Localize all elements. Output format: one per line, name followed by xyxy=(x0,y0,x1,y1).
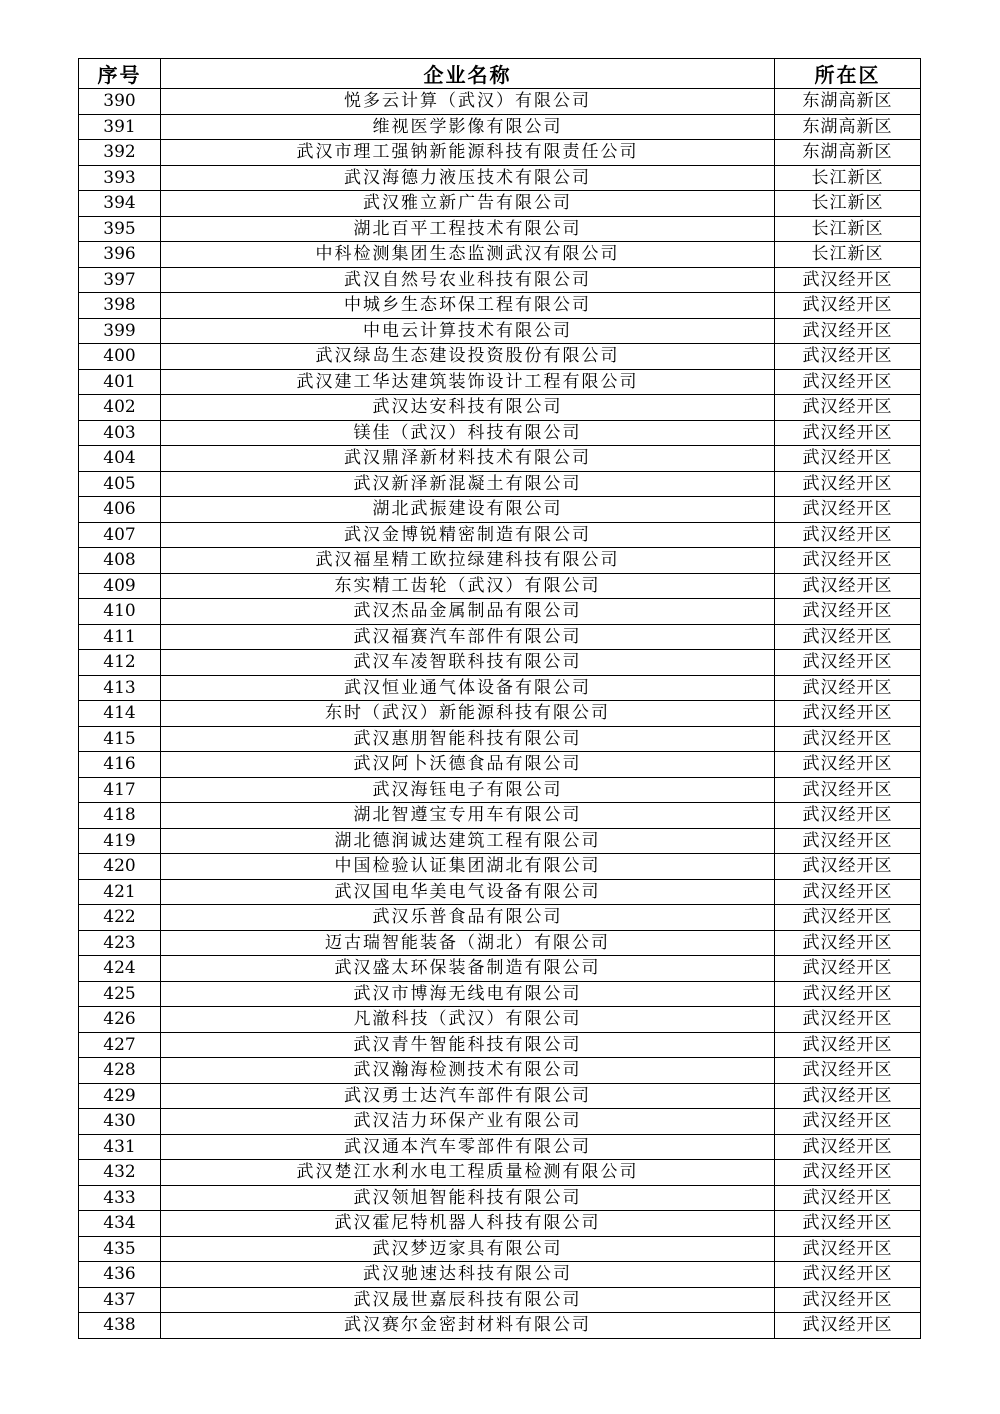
enterprise-name: 武汉达安科技有限公司 xyxy=(161,395,775,421)
row-number: 415 xyxy=(79,726,161,752)
district-name: 武汉经开区 xyxy=(775,395,921,421)
row-number: 408 xyxy=(79,548,161,574)
enterprise-name: 武汉国电华美电气设备有限公司 xyxy=(161,879,775,905)
district-name: 武汉经开区 xyxy=(775,1313,921,1339)
table-row xyxy=(79,1058,921,1084)
row-number: 398 xyxy=(79,293,161,319)
row-number: 422 xyxy=(79,905,161,931)
district-name: 武汉经开区 xyxy=(775,981,921,1007)
enterprise-name: 东实精工齿轮（武汉）有限公司 xyxy=(161,573,775,599)
row-number: 402 xyxy=(79,395,161,421)
enterprise-name: 武汉晟世嘉辰科技有限公司 xyxy=(161,1287,775,1313)
row-number: 425 xyxy=(79,981,161,1007)
enterprise-name: 武汉海德力液压技术有限公司 xyxy=(161,165,775,191)
enterprise-name: 武汉驰速达科技有限公司 xyxy=(161,1262,775,1288)
enterprise-name: 武汉通本汽车零部件有限公司 xyxy=(161,1134,775,1160)
row-number: 395 xyxy=(79,216,161,242)
enterprise-name: 武汉洁力环保产业有限公司 xyxy=(161,1109,775,1135)
row-number: 414 xyxy=(79,701,161,727)
row-number: 405 xyxy=(79,471,161,497)
district-name: 武汉经开区 xyxy=(775,1211,921,1237)
table-row xyxy=(79,344,921,370)
row-number: 394 xyxy=(79,191,161,217)
row-number: 432 xyxy=(79,1160,161,1186)
table-row xyxy=(79,726,921,752)
table-row xyxy=(79,803,921,829)
table-row xyxy=(79,1032,921,1058)
district-name: 武汉经开区 xyxy=(775,624,921,650)
table-row xyxy=(79,497,921,523)
enterprise-name: 东时（武汉）新能源科技有限公司 xyxy=(161,701,775,727)
enterprise-name: 武汉梦迈家具有限公司 xyxy=(161,1236,775,1262)
district-name: 武汉经开区 xyxy=(775,1185,921,1211)
district-name: 武汉经开区 xyxy=(775,1262,921,1288)
enterprise-name: 武汉乐普食品有限公司 xyxy=(161,905,775,931)
row-number: 429 xyxy=(79,1083,161,1109)
enterprise-name: 武汉福星精工欧拉绿建科技有限公司 xyxy=(161,548,775,574)
table-row xyxy=(79,854,921,880)
district-name: 武汉经开区 xyxy=(775,293,921,319)
row-number: 430 xyxy=(79,1109,161,1135)
row-number: 436 xyxy=(79,1262,161,1288)
district-name: 长江新区 xyxy=(775,191,921,217)
row-number: 428 xyxy=(79,1058,161,1084)
row-number: 390 xyxy=(79,89,161,115)
enterprise-name: 中国检验认证集团湖北有限公司 xyxy=(161,854,775,880)
row-number: 416 xyxy=(79,752,161,778)
row-number: 419 xyxy=(79,828,161,854)
district-name: 武汉经开区 xyxy=(775,420,921,446)
table-row xyxy=(79,1134,921,1160)
enterprise-name: 武汉雅立新广告有限公司 xyxy=(161,191,775,217)
district-name: 武汉经开区 xyxy=(775,956,921,982)
district-name: 武汉经开区 xyxy=(775,1236,921,1262)
enterprise-name: 武汉新泽新混凝土有限公司 xyxy=(161,471,775,497)
row-number: 435 xyxy=(79,1236,161,1262)
district-name: 武汉经开区 xyxy=(775,726,921,752)
row-number: 431 xyxy=(79,1134,161,1160)
district-name: 武汉经开区 xyxy=(775,1287,921,1313)
row-number: 420 xyxy=(79,854,161,880)
enterprise-name: 武汉海钰电子有限公司 xyxy=(161,777,775,803)
table-row xyxy=(79,650,921,676)
table-row xyxy=(79,1287,921,1313)
row-number: 437 xyxy=(79,1287,161,1313)
table-row xyxy=(79,318,921,344)
district-name: 武汉经开区 xyxy=(775,599,921,625)
row-number: 406 xyxy=(79,497,161,523)
district-name: 长江新区 xyxy=(775,165,921,191)
table-row xyxy=(79,930,921,956)
table-body xyxy=(79,89,921,1339)
row-number: 412 xyxy=(79,650,161,676)
table-row xyxy=(79,1236,921,1262)
district-name: 东湖高新区 xyxy=(775,140,921,166)
row-number: 413 xyxy=(79,675,161,701)
district-name: 武汉经开区 xyxy=(775,1160,921,1186)
row-number: 426 xyxy=(79,1007,161,1033)
row-number: 407 xyxy=(79,522,161,548)
row-number: 417 xyxy=(79,777,161,803)
district-name: 武汉经开区 xyxy=(775,803,921,829)
enterprise-name: 武汉鼎泽新材料技术有限公司 xyxy=(161,446,775,472)
table-row xyxy=(79,1109,921,1135)
enterprise-name: 悦多云计算（武汉）有限公司 xyxy=(161,89,775,115)
district-name: 武汉经开区 xyxy=(775,1007,921,1033)
table-row xyxy=(79,216,921,242)
enterprise-name: 武汉市理工强钠新能源科技有限责任公司 xyxy=(161,140,775,166)
enterprise-name: 武汉瀚海检测技术有限公司 xyxy=(161,1058,775,1084)
district-name: 武汉经开区 xyxy=(775,471,921,497)
enterprise-name: 湖北百平工程技术有限公司 xyxy=(161,216,775,242)
table-row xyxy=(79,1313,921,1339)
district-name: 武汉经开区 xyxy=(775,777,921,803)
enterprise-name: 武汉赛尔金密封材料有限公司 xyxy=(161,1313,775,1339)
row-number: 423 xyxy=(79,930,161,956)
row-number: 401 xyxy=(79,369,161,395)
table-row xyxy=(79,752,921,778)
district-name: 武汉经开区 xyxy=(775,497,921,523)
table-row xyxy=(79,369,921,395)
table-header xyxy=(79,59,921,89)
district-name: 武汉经开区 xyxy=(775,828,921,854)
table-row xyxy=(79,548,921,574)
table-row xyxy=(79,777,921,803)
district-name: 武汉经开区 xyxy=(775,369,921,395)
row-number: 410 xyxy=(79,599,161,625)
table-row xyxy=(79,701,921,727)
district-name: 武汉经开区 xyxy=(775,701,921,727)
district-name: 武汉经开区 xyxy=(775,1058,921,1084)
table-row xyxy=(79,293,921,319)
enterprise-name: 武汉阿卜沃德食品有限公司 xyxy=(161,752,775,778)
enterprise-name: 湖北德润诚达建筑工程有限公司 xyxy=(161,828,775,854)
table-row xyxy=(79,114,921,140)
district-name: 武汉经开区 xyxy=(775,650,921,676)
table-row xyxy=(79,165,921,191)
district-name: 武汉经开区 xyxy=(775,905,921,931)
table-row xyxy=(79,1160,921,1186)
row-number: 433 xyxy=(79,1185,161,1211)
table-row xyxy=(79,573,921,599)
enterprise-name: 武汉惠朋智能科技有限公司 xyxy=(161,726,775,752)
header-number: 序号 xyxy=(79,59,161,89)
row-number: 411 xyxy=(79,624,161,650)
district-name: 武汉经开区 xyxy=(775,573,921,599)
row-number: 418 xyxy=(79,803,161,829)
enterprise-table xyxy=(78,58,921,1339)
table-row xyxy=(79,89,921,115)
table-row xyxy=(79,1211,921,1237)
row-number: 424 xyxy=(79,956,161,982)
district-name: 武汉经开区 xyxy=(775,879,921,905)
district-name: 武汉经开区 xyxy=(775,1134,921,1160)
table-row xyxy=(79,879,921,905)
enterprise-name: 武汉盛太环保装备制造有限公司 xyxy=(161,956,775,982)
enterprise-name: 凡澈科技（武汉）有限公司 xyxy=(161,1007,775,1033)
enterprise-name: 镁佳（武汉）科技有限公司 xyxy=(161,420,775,446)
enterprise-name: 中电云计算技术有限公司 xyxy=(161,318,775,344)
row-number: 403 xyxy=(79,420,161,446)
enterprise-name: 湖北武振建设有限公司 xyxy=(161,497,775,523)
district-name: 武汉经开区 xyxy=(775,675,921,701)
row-number: 391 xyxy=(79,114,161,140)
table-row xyxy=(79,522,921,548)
row-number: 409 xyxy=(79,573,161,599)
district-name: 武汉经开区 xyxy=(775,548,921,574)
district-name: 武汉经开区 xyxy=(775,752,921,778)
district-name: 武汉经开区 xyxy=(775,1083,921,1109)
enterprise-name: 武汉勇士达汽车部件有限公司 xyxy=(161,1083,775,1109)
enterprise-name: 中城乡生态环保工程有限公司 xyxy=(161,293,775,319)
table-row xyxy=(79,1262,921,1288)
enterprise-name: 中科检测集团生态监测武汉有限公司 xyxy=(161,242,775,268)
table-row xyxy=(79,395,921,421)
enterprise-name: 武汉领旭智能科技有限公司 xyxy=(161,1185,775,1211)
enterprise-name: 武汉霍尼特机器人科技有限公司 xyxy=(161,1211,775,1237)
table-row xyxy=(79,242,921,268)
table-row xyxy=(79,1083,921,1109)
header-enterprise-name: 企业名称 xyxy=(161,59,775,89)
enterprise-name: 武汉杰品金属制品有限公司 xyxy=(161,599,775,625)
district-name: 武汉经开区 xyxy=(775,1032,921,1058)
table-row xyxy=(79,624,921,650)
enterprise-name: 武汉恒业通气体设备有限公司 xyxy=(161,675,775,701)
district-name: 武汉经开区 xyxy=(775,446,921,472)
row-number: 404 xyxy=(79,446,161,472)
table-row xyxy=(79,1185,921,1211)
district-name: 武汉经开区 xyxy=(775,344,921,370)
header-district: 所在区 xyxy=(775,59,921,89)
row-number: 427 xyxy=(79,1032,161,1058)
district-name: 长江新区 xyxy=(775,216,921,242)
row-number: 396 xyxy=(79,242,161,268)
enterprise-name: 湖北智遵宝专用车有限公司 xyxy=(161,803,775,829)
enterprise-name: 武汉青牛智能科技有限公司 xyxy=(161,1032,775,1058)
table-row xyxy=(79,420,921,446)
enterprise-name: 武汉绿岛生态建设投资股份有限公司 xyxy=(161,344,775,370)
district-name: 东湖高新区 xyxy=(775,89,921,115)
enterprise-name: 武汉车凌智联科技有限公司 xyxy=(161,650,775,676)
district-name: 武汉经开区 xyxy=(775,930,921,956)
table-row xyxy=(79,599,921,625)
enterprise-name: 武汉楚江水利水电工程质量检测有限公司 xyxy=(161,1160,775,1186)
row-number: 397 xyxy=(79,267,161,293)
table-row xyxy=(79,981,921,1007)
table-row xyxy=(79,675,921,701)
header-row xyxy=(79,59,921,89)
table-row xyxy=(79,267,921,293)
table-row xyxy=(79,191,921,217)
district-name: 东湖高新区 xyxy=(775,114,921,140)
enterprise-name: 维视医学影像有限公司 xyxy=(161,114,775,140)
row-number: 400 xyxy=(79,344,161,370)
district-name: 武汉经开区 xyxy=(775,854,921,880)
row-number: 421 xyxy=(79,879,161,905)
enterprise-name: 武汉建工华达建筑装饰设计工程有限公司 xyxy=(161,369,775,395)
district-name: 长江新区 xyxy=(775,242,921,268)
enterprise-name: 武汉金博锐精密制造有限公司 xyxy=(161,522,775,548)
district-name: 武汉经开区 xyxy=(775,522,921,548)
table-row xyxy=(79,905,921,931)
enterprise-name: 武汉福赛汽车部件有限公司 xyxy=(161,624,775,650)
table-row xyxy=(79,140,921,166)
district-name: 武汉经开区 xyxy=(775,318,921,344)
enterprise-name: 武汉市博海无线电有限公司 xyxy=(161,981,775,1007)
row-number: 438 xyxy=(79,1313,161,1339)
district-name: 武汉经开区 xyxy=(775,1109,921,1135)
row-number: 392 xyxy=(79,140,161,166)
district-name: 武汉经开区 xyxy=(775,267,921,293)
table-row xyxy=(79,828,921,854)
enterprise-name: 武汉自然号农业科技有限公司 xyxy=(161,267,775,293)
table-row xyxy=(79,446,921,472)
table-row xyxy=(79,471,921,497)
row-number: 399 xyxy=(79,318,161,344)
enterprise-name: 迈古瑞智能装备（湖北）有限公司 xyxy=(161,930,775,956)
row-number: 434 xyxy=(79,1211,161,1237)
table-row xyxy=(79,956,921,982)
row-number: 393 xyxy=(79,165,161,191)
table-row xyxy=(79,1007,921,1033)
